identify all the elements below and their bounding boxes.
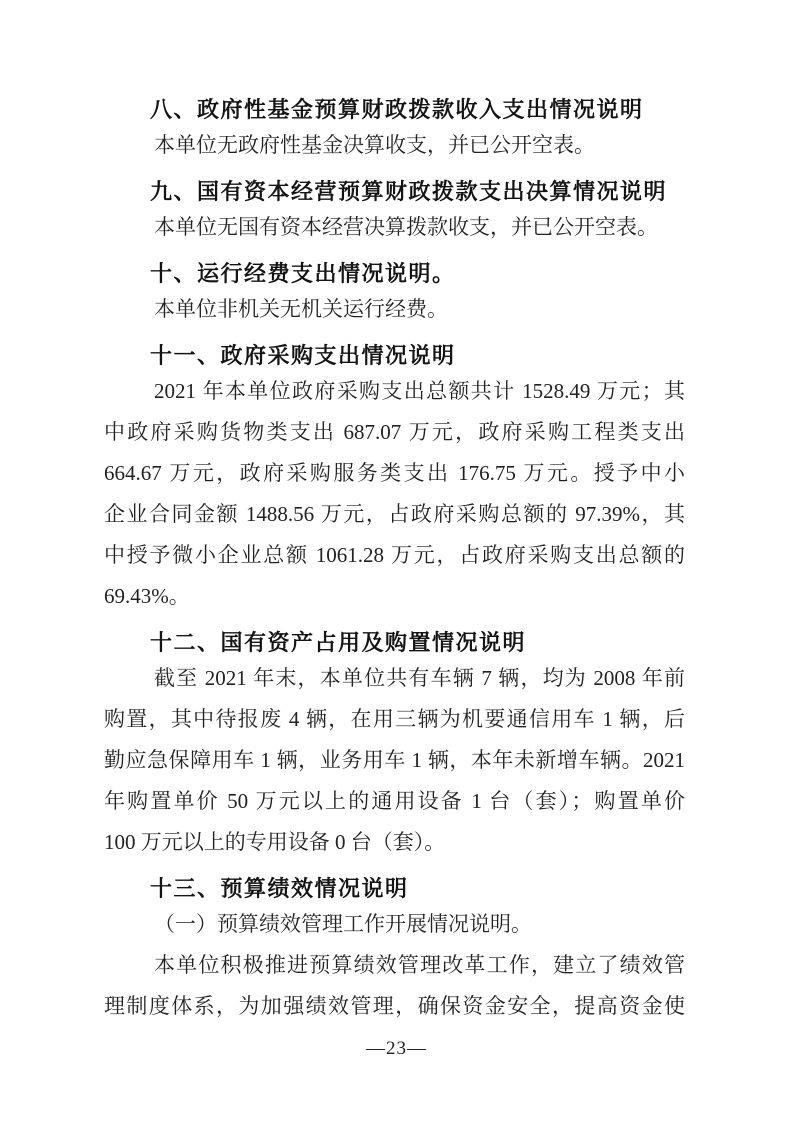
paragraph-line: 100 万元以上的专用设备 0 台（套）。	[104, 830, 446, 854]
paragraph-line: 购置，其中待报废 4 辆，在用三辆为机要通信用车 1 辆，后	[104, 707, 685, 731]
paragraph-line: 本单位无国有资本经营决算拨款收支，并已公开空表。	[154, 215, 658, 239]
section-11	[104, 335, 685, 617]
section-heading: 十一、政府采购支出情况说明	[150, 343, 456, 368]
paragraph-line: 本单位积极推进预算绩效管理改革工作，建立了绩效管	[154, 953, 685, 977]
paragraph-line: 69.43%。	[104, 584, 190, 608]
paragraph-line: 勤应急保障用车 1 辆，业务用车 1 辆，本年未新增车辆。2021	[104, 748, 685, 772]
section-heading: 九、国有资本经营预算财政拨款支出决算情况说明	[150, 179, 668, 204]
section-heading: 十三、预算绩效情况说明	[150, 876, 409, 901]
paragraph-line: 中授予微小企业总额 1061.28 万元，占政府采购支出总额的	[104, 543, 685, 567]
section-10	[104, 253, 685, 330]
paragraph-line: 中政府采购货物类支出 687.07 万元，政府采购工程类支出	[104, 420, 685, 444]
section-12	[104, 622, 685, 863]
section-9	[104, 171, 685, 248]
document-body	[104, 84, 685, 1027]
section-heading: 十、运行经费支出情况说明。	[150, 261, 456, 286]
paragraph-line: 664.67 万元，政府采购服务类支出 176.75 万元。授予中小	[104, 461, 685, 485]
paragraph-line: 2021 年本单位政府采购支出总额共计 1528.49 万元；其	[154, 379, 685, 403]
paragraph-line: 年购置单价 50 万元以上的通用设备 1 台（套）；购置单价	[104, 789, 685, 813]
paragraph-line: 理制度体系，为加强绩效管理，确保资金安全，提高资金使	[104, 994, 685, 1018]
paragraph-line: 企业合同金额 1488.56 万元，占政府采购总额的 97.39%，其	[104, 502, 685, 526]
page-number: —23—	[366, 1038, 427, 1059]
paragraph-line: 本单位非机关无机关运行经费。	[154, 297, 448, 321]
section-13	[104, 868, 685, 1027]
paragraph-line: 本单位无政府性基金决算收支，并已公开空表。	[154, 133, 595, 157]
paragraph-line: 截至 2021 年末，本单位共有车辆 7 辆，均为 2008 年前	[154, 666, 685, 690]
section-8	[104, 89, 685, 166]
subheading-line: （一）预算绩效管理工作开展情况说明。	[154, 912, 532, 936]
section-heading: 十二、国有资产占用及购置情况说明	[150, 630, 527, 655]
section-heading: 八、政府性基金预算财政拨款收入支出情况说明	[150, 97, 644, 122]
